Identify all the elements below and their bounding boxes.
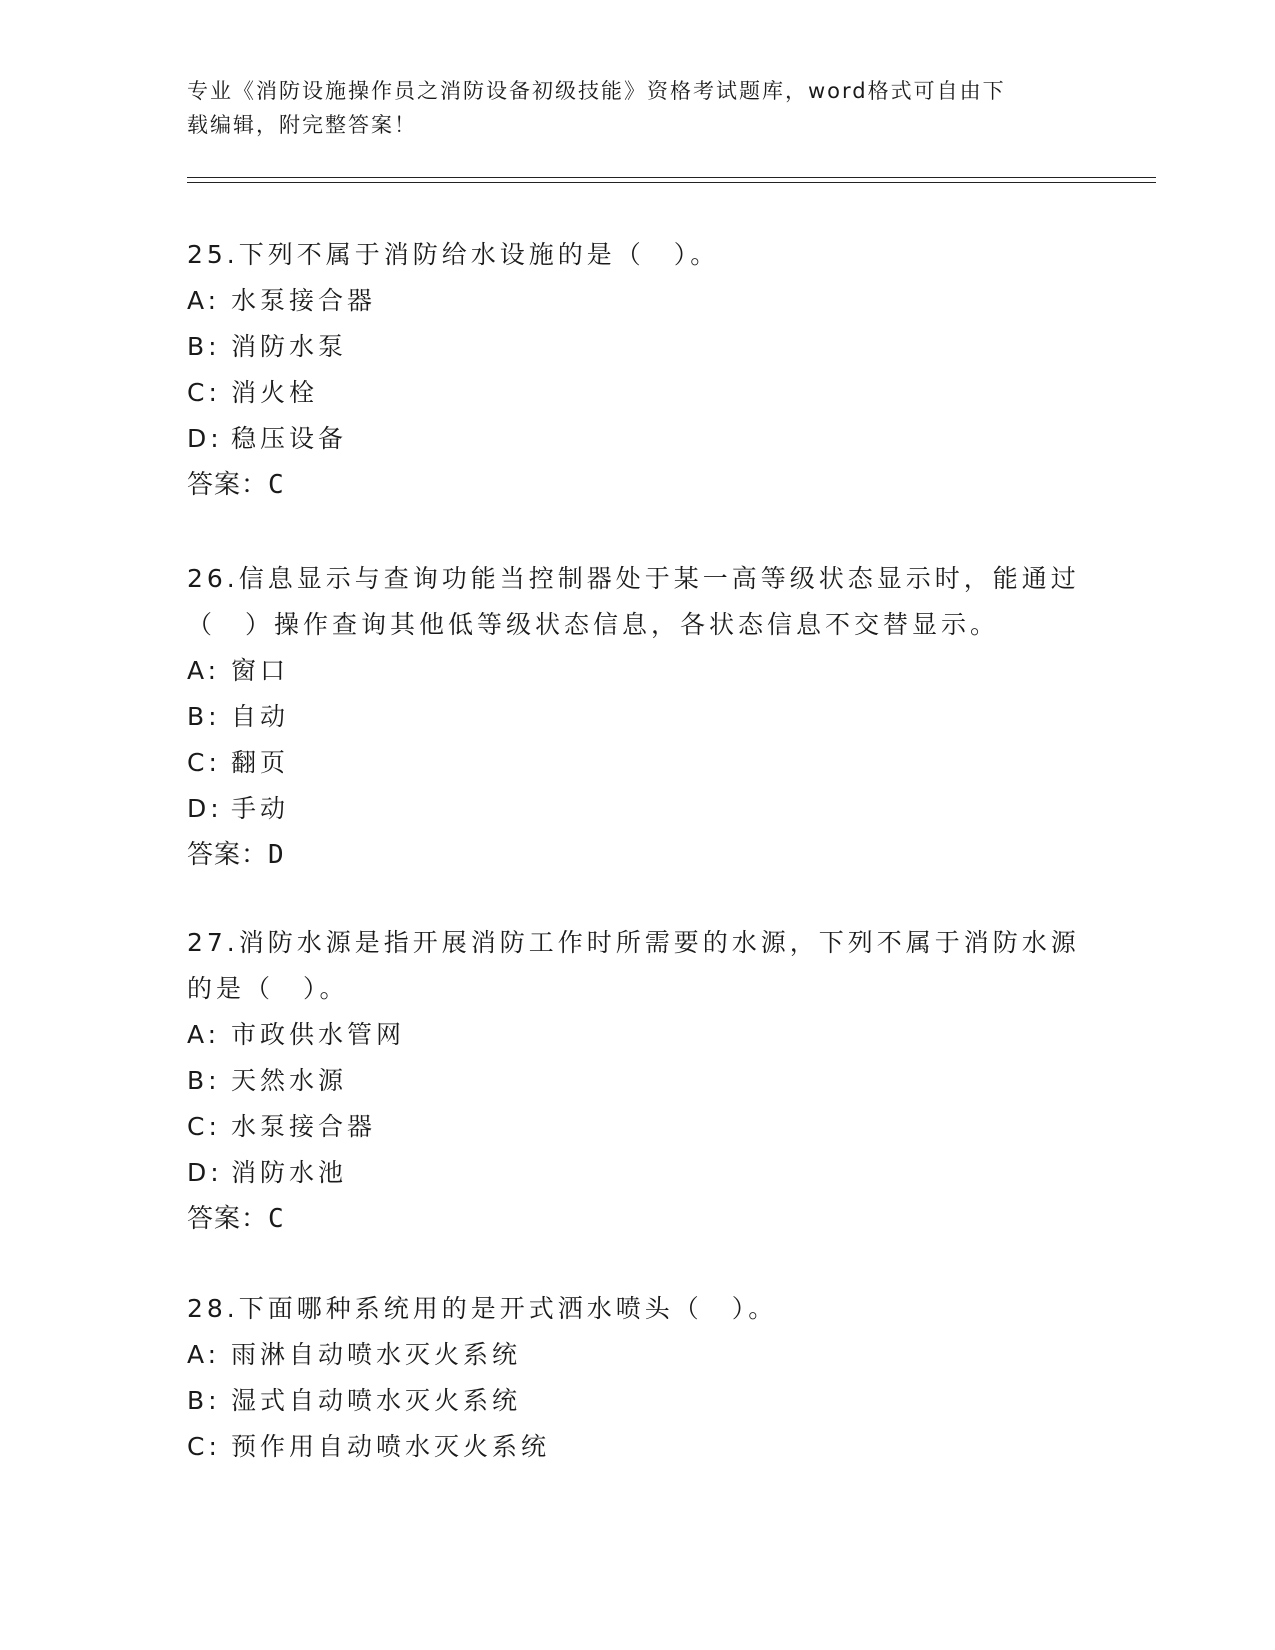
question-stem-continued: （ ）操作查询其他低等级状态信息，各状态信息不交替显示。: [187, 610, 1000, 639]
question-28: [187, 1286, 1087, 1470]
option-key: B:: [187, 1066, 221, 1095]
option-a: [187, 1332, 1087, 1378]
option-text: 预作用自动喷水灭火系统: [231, 1432, 551, 1461]
answer-label: 答案：: [187, 840, 269, 870]
option-b: [187, 1058, 1087, 1104]
option-text: 消火栓: [231, 378, 319, 407]
option-key: A:: [187, 286, 221, 315]
option-c: [187, 740, 1087, 786]
option-key: C:: [187, 748, 221, 777]
answer: [187, 1196, 1087, 1242]
option-d: [187, 416, 1087, 462]
option-key: D:: [187, 1158, 223, 1187]
question-stem: 27.消防水源是指开展消防工作时所需要的水源，下列不属于消防水源: [187, 928, 1080, 957]
option-text: 稳压设备: [231, 424, 348, 453]
option-text: 手动: [231, 794, 290, 823]
option-key: C:: [187, 1112, 221, 1141]
answer-label: 答案：: [187, 1204, 269, 1234]
option-key: D:: [187, 794, 223, 823]
option-a: [187, 648, 1087, 694]
option-text: 水泵接合器: [231, 286, 377, 315]
answer-value: C: [268, 1204, 284, 1234]
question-stem: 26.信息显示与查询功能当控制器处于某一高等级状态显示时，能通过: [187, 564, 1080, 593]
answer-value: D: [268, 840, 284, 870]
option-key: C:: [187, 378, 221, 407]
question-27: [187, 920, 1087, 1242]
option-key: A:: [187, 1020, 221, 1049]
option-key: C:: [187, 1432, 221, 1461]
question-25: [187, 232, 1087, 508]
option-key: D:: [187, 424, 223, 453]
option-text: 消防水池: [231, 1158, 348, 1187]
option-text: 消防水泵: [231, 332, 348, 361]
option-text: 自动: [231, 702, 290, 731]
option-d: [187, 1150, 1087, 1196]
option-key: B:: [187, 332, 221, 361]
question-stem-continued: 的是（ ）。: [187, 974, 349, 1003]
option-c: [187, 1424, 1087, 1470]
option-key: B:: [187, 702, 221, 731]
question-stem: 28.下面哪种系统用的是开式洒水喷头（ ）。: [187, 1294, 778, 1323]
option-b: [187, 694, 1087, 740]
option-b: [187, 1378, 1087, 1424]
header-divider-top: [187, 177, 1156, 178]
option-text: 翻页: [231, 748, 290, 777]
option-a: [187, 1012, 1087, 1058]
document-header: [187, 74, 1087, 142]
option-c: [187, 1104, 1087, 1150]
option-text: 市政供水管网: [231, 1020, 406, 1049]
header-line-1: 专业《消防设施操作员之消防设备初级技能》资格考试题库，word格式可自由下: [187, 79, 1006, 103]
header-line-2: 载编辑，附完整答案！: [187, 113, 417, 137]
option-key: B:: [187, 1386, 221, 1415]
option-text: 雨淋自动喷水灭火系统: [231, 1340, 522, 1369]
option-text: 窗口: [231, 656, 290, 685]
header-divider-bottom: [187, 182, 1156, 183]
answer-label: 答案：: [187, 470, 269, 500]
option-key: A:: [187, 656, 221, 685]
answer: [187, 832, 1087, 878]
option-c: [187, 370, 1087, 416]
answer: [187, 462, 1087, 508]
answer-value: C: [268, 470, 284, 500]
option-text: 湿式自动喷水灭火系统: [231, 1386, 522, 1415]
option-text: 水泵接合器: [231, 1112, 377, 1141]
option-a: [187, 278, 1087, 324]
question-26: [187, 556, 1087, 878]
option-key: A:: [187, 1340, 221, 1369]
question-stem: 25.下列不属于消防给水设施的是（ ）。: [187, 240, 720, 269]
option-b: [187, 324, 1087, 370]
option-text: 天然水源: [231, 1066, 348, 1095]
option-d: [187, 786, 1087, 832]
